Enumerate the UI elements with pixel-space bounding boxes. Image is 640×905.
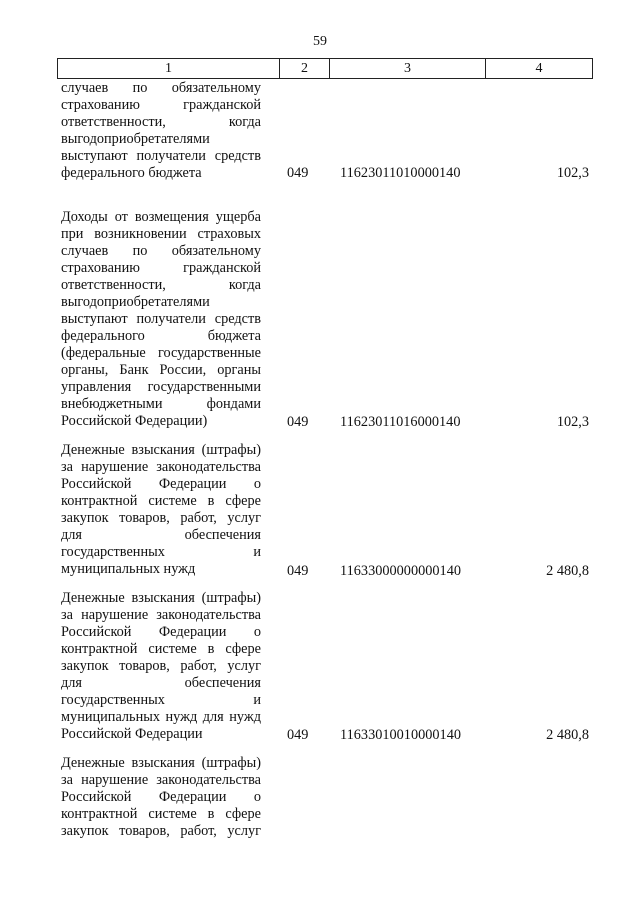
description-line: управления государственными (61, 379, 261, 395)
description-line: Российской Федерации (61, 726, 203, 742)
description-line: для обеспечения (61, 527, 261, 543)
description-line: муниципальных нужд для нужд (61, 709, 261, 725)
description-line: для обеспечения (61, 675, 261, 691)
row-description (61, 755, 261, 840)
description-line: федерального бюджета (61, 165, 202, 181)
amount: 102,3 (556, 165, 589, 181)
admin-code: 049 (287, 563, 309, 579)
description-line: закупок товаров, работ, услуг (61, 658, 261, 674)
description-line: контрактной системе в сфере (61, 806, 261, 822)
description-line: федерального бюджета (61, 328, 261, 344)
budget-code: 11623011016000140 (340, 414, 461, 430)
description-line: Российской Федерации о (61, 476, 261, 492)
header-col-3: 3 (330, 59, 486, 78)
description-line: за нарушение законодательства (61, 459, 261, 475)
description-line: Денежные взыскания (штрафы) (61, 755, 261, 771)
description-line: государственных и (61, 692, 261, 708)
description-line: выгодоприобретателями (61, 294, 210, 310)
row-description (61, 80, 261, 182)
table-header (57, 58, 593, 79)
description-line: за нарушение законодательства (61, 607, 261, 623)
description-line: государственных и (61, 544, 261, 560)
description-line: (федеральные государственные (61, 345, 261, 361)
description-line: при возникновении страховых (61, 226, 261, 242)
description-line: Денежные взыскания (штрафы) (61, 590, 261, 606)
amount: 102,3 (556, 414, 589, 430)
description-line: контрактной системе в сфере (61, 641, 261, 657)
description-line: Российской Федерации о (61, 789, 261, 805)
header-col-2: 2 (280, 59, 330, 78)
row-description (61, 442, 261, 578)
description-line: Российской Федерации о (61, 624, 261, 640)
description-line: страхованию гражданской (61, 97, 261, 113)
amount: 2 480,8 (546, 727, 589, 743)
description-line: страхованию гражданской (61, 260, 261, 276)
description-line: закупок товаров, работ, услуг (61, 823, 261, 839)
description-line: выгодоприобретателями (61, 131, 210, 147)
description-line: ответственности, когда (61, 277, 261, 293)
amount: 2 480,8 (546, 563, 589, 579)
budget-code: 11633010010000140 (340, 727, 461, 743)
description-line: закупок товаров, работ, услуг (61, 510, 261, 526)
description-line: случаев по обязательному (61, 80, 261, 96)
description-line: Доходы от возмещения ущерба (61, 209, 261, 225)
description-line: органы, Банк России, органы (61, 362, 261, 378)
description-line: за нарушение законодательства (61, 772, 261, 788)
row-description (61, 209, 261, 430)
page-number: 59 (313, 34, 327, 49)
budget-code: 11623011010000140 (340, 165, 461, 181)
header-col-4: 4 (535, 61, 543, 76)
admin-code: 049 (287, 727, 309, 743)
description-line: Российской Федерации) (61, 413, 208, 429)
admin-code: 049 (287, 165, 309, 181)
description-line: внебюджетными фондами (61, 396, 261, 412)
description-line: случаев по обязательному (61, 243, 261, 259)
description-line: муниципальных нужд (61, 561, 196, 577)
row-description (61, 590, 261, 743)
budget-code: 11633000000000140 (340, 563, 461, 579)
description-line: выступают получатели средств (61, 148, 261, 164)
description-line: Денежные взыскания (штрафы) (61, 442, 261, 458)
description-line: выступают получатели средств (61, 311, 261, 327)
header-col-1: 1 (58, 59, 280, 78)
description-line: ответственности, когда (61, 114, 261, 130)
description-line: контрактной системе в сфере (61, 493, 261, 509)
admin-code: 049 (287, 414, 309, 430)
